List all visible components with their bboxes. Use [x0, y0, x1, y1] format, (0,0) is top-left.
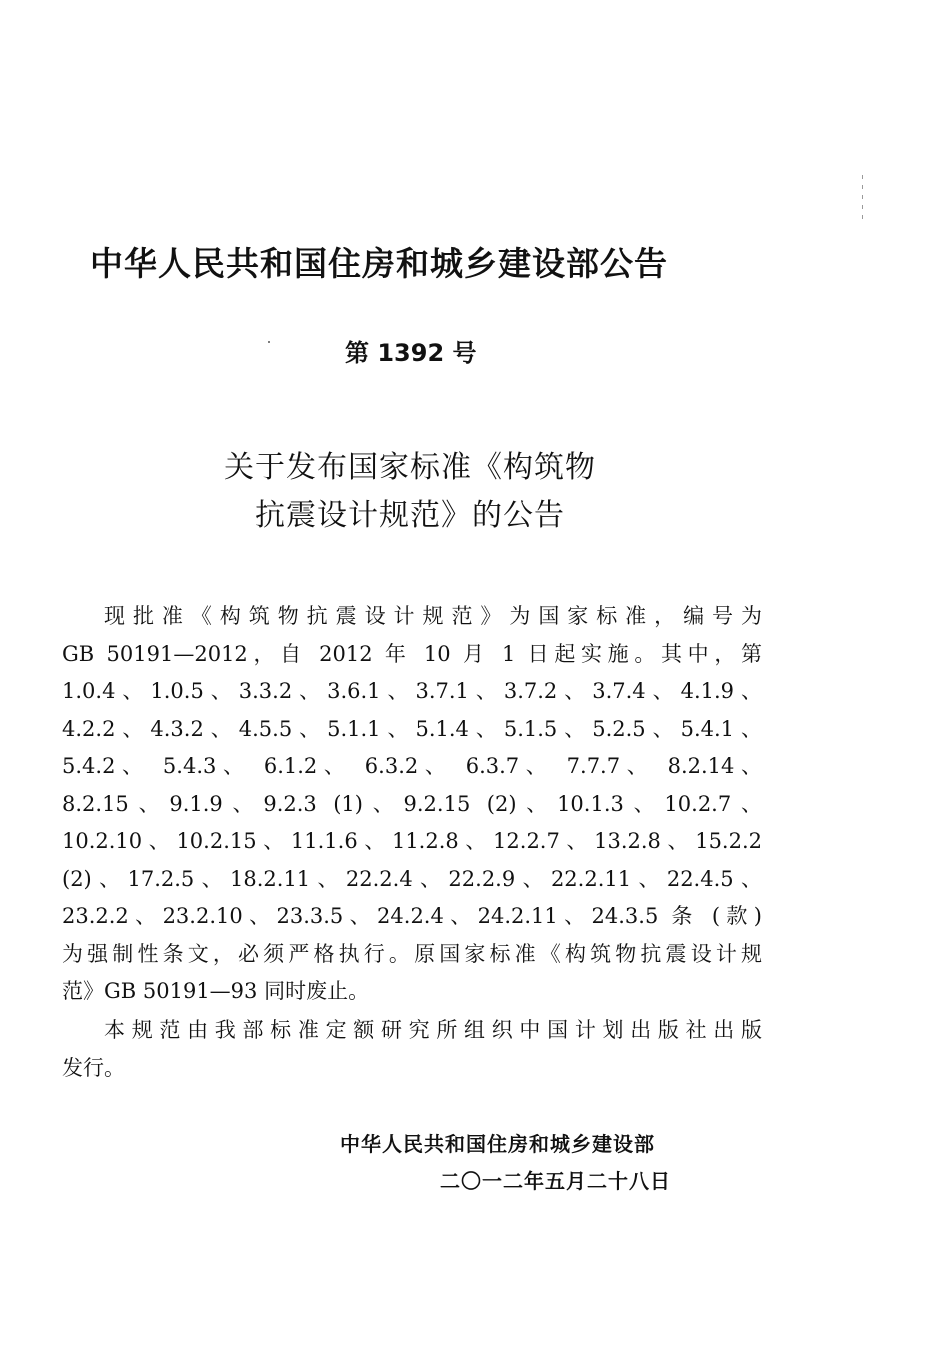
notice-title-line-2: 抗震设计规范》的公告 — [255, 498, 565, 533]
paragraph-line: 范》GB 50191—93 同时废止。 — [62, 979, 370, 1003]
paragraph-line: 23.2.2、23.2.10、23.3.5、24.2.4、24.2.11、24.3.5 条 (款) — [62, 904, 762, 928]
body-paragraph-1 — [62, 598, 762, 1011]
paragraph-line: 8.2.15、9.1.9、9.2.3 (1)、9.2.15 (2)、10.1.3、10.2.7、 — [62, 791, 762, 816]
signature-date: 二〇一二年五月二十八日 — [440, 1169, 671, 1193]
scan-artifact-dot — [268, 341, 270, 343]
paragraph-line: 4.2.2、4.3.2、4.5.5、5.1.1、5.1.4、5.1.5、5.2.5、5.4.1、 — [62, 716, 762, 741]
paragraph-line: 5.4.2、 5.4.3、 6.1.2、 6.3.2、 6.3.7、 7.7.7、 8.2.14、 — [62, 754, 762, 778]
paragraph-line: 发行。 — [62, 1055, 125, 1080]
paragraph-line: 1.0.4、1.0.5、3.3.2、3.6.1、3.7.1、3.7.2、3.7.4、4.1.9、 — [62, 679, 762, 703]
ministry-announcement-title: 中华人民共和国住房和城乡建设部公告 — [90, 244, 668, 283]
notice-title-line-1: 关于发布国家标准《构筑物 — [224, 450, 596, 485]
notice-number: 第 1392 号 — [345, 339, 477, 367]
scan-artifact-mark — [862, 175, 863, 220]
paragraph-line: 为强制性条文，必须严格执行。原国家标准《构筑物抗震设计规 — [62, 941, 762, 966]
paragraph-line: GB 50191—2012，自 2012 年 10 月 1 日起实施。其中，第 — [62, 641, 762, 666]
paragraph-line: 现批准《构筑物抗震设计规范》为国家标准，编号为 — [104, 604, 762, 628]
body-paragraph-2 — [62, 1012, 762, 1087]
paragraph-line: (2)、17.2.5、18.2.11、22.2.4、22.2.9、22.2.11、22.4.5、 — [62, 866, 762, 891]
paragraph-line: 10.2.10、10.2.15、11.1.6、11.2.8、12.2.7、13.2.8、15.2.2 — [62, 829, 762, 853]
signature-organization: 中华人民共和国住房和城乡建设部 — [340, 1132, 655, 1156]
paragraph-line: 本规范由我部标准定额研究所组织中国计划出版社出版 — [104, 1018, 762, 1042]
